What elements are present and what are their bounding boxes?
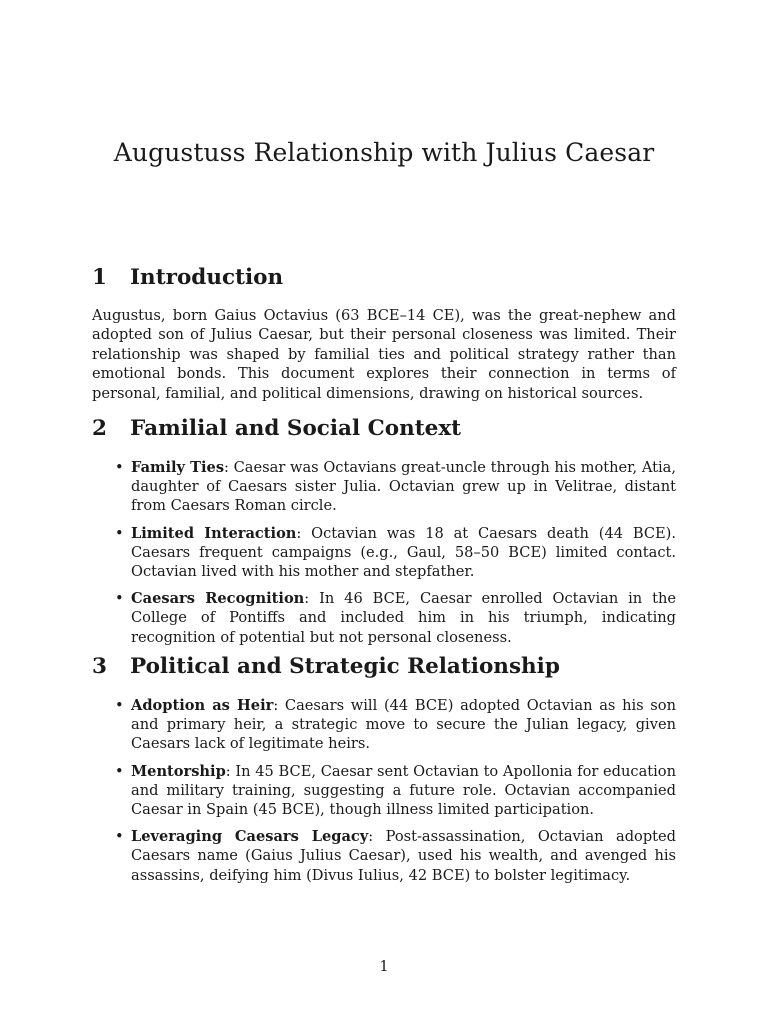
section-number: 2 bbox=[92, 416, 107, 441]
bullet-icon: • bbox=[115, 459, 124, 476]
section-title: Political and Strategic Relationship bbox=[130, 654, 560, 679]
section-heading bbox=[92, 415, 676, 443]
page-number: 1 bbox=[379, 958, 389, 975]
list-item bbox=[92, 762, 676, 820]
bullet-icon: • bbox=[115, 762, 124, 780]
bullet-icon: • bbox=[115, 697, 124, 714]
item-text: : Octavian was 18 at Caesars death (44 BCE). Caesars frequent campaigns (e.g., Gaul, 58–50 BCE) limited contact. Octavian lived with his mother and stepfather. bbox=[131, 524, 676, 581]
bullet-list bbox=[92, 696, 676, 885]
item-term: Family Ties bbox=[131, 459, 225, 476]
list-item bbox=[92, 827, 676, 885]
list-item bbox=[92, 589, 676, 647]
item-term: Mentorship bbox=[131, 762, 226, 780]
bullet-icon: • bbox=[115, 590, 124, 608]
section-title: Familial and Social Context bbox=[130, 416, 462, 441]
section-familial-social-context bbox=[92, 415, 676, 655]
list-item bbox=[92, 524, 676, 582]
section-heading bbox=[92, 264, 676, 292]
section-title: Introduction bbox=[130, 265, 284, 290]
section-heading bbox=[92, 653, 676, 681]
section-introduction bbox=[92, 264, 676, 403]
item-text: : Caesars will (44 BCE) adopted Octavian as his son and primary heir, a strategic move to secure the Julian legacy, given Caesars lack of legitimate heirs. bbox=[131, 697, 676, 753]
section-number: 3 bbox=[92, 654, 107, 679]
item-text: : In 45 BCE, Caesar sent Octavian to Apollonia for education and military training, suggesting a future role. Octavian accompanied Caesar in Spain (45 BCE), though illness limited participation. bbox=[131, 762, 676, 819]
bullet-icon: • bbox=[115, 524, 124, 542]
section-political-strategic-relationship bbox=[92, 653, 676, 893]
list-item bbox=[92, 696, 676, 754]
bullet-icon: • bbox=[115, 828, 124, 846]
item-term: Caesars Recognition bbox=[131, 590, 305, 608]
item-term: Leveraging Caesars Legacy bbox=[131, 828, 369, 846]
bullet-list bbox=[92, 458, 676, 647]
item-term: Adoption as Heir bbox=[131, 697, 274, 714]
list-item bbox=[92, 458, 676, 516]
item-text: : Caesar was Octavians great-uncle through his mother, Atia, daughter of Caesars sister Julia. Octavian grew up in Velitrae, distant from Caesars Roman circle. bbox=[131, 459, 676, 515]
document-title: Augustuss Relationship with Julius Caesar bbox=[113, 138, 655, 167]
section-number: 1 bbox=[92, 265, 107, 290]
item-text: : Post-assassination, Octavian adopted Caesars name (Gaius Julius Caesar), used his wealth, and avenged his assassins, deifying him (Divus Iulius, 42 BCE) to bolster legitimacy. bbox=[131, 828, 677, 884]
section-paragraph: Augustus, born Gaius Octavius (63 BCE–14 CE), was the great-nephew and adopted son of Julius Caesar, but their personal closeness was limited. Their relationship was shaped by familial ties and political strategy rather than emotional bonds. This document explores their connection in terms of personal, familial, and political dimensions, drawing on historical sources. bbox=[92, 307, 676, 402]
item-text: : In 46 BCE, Caesar enrolled Octavian in the College of Pontiffs and included him in his triumph, indicating recognition of potential but not personal closeness. bbox=[131, 590, 676, 646]
item-term: Limited Interaction bbox=[131, 524, 297, 542]
